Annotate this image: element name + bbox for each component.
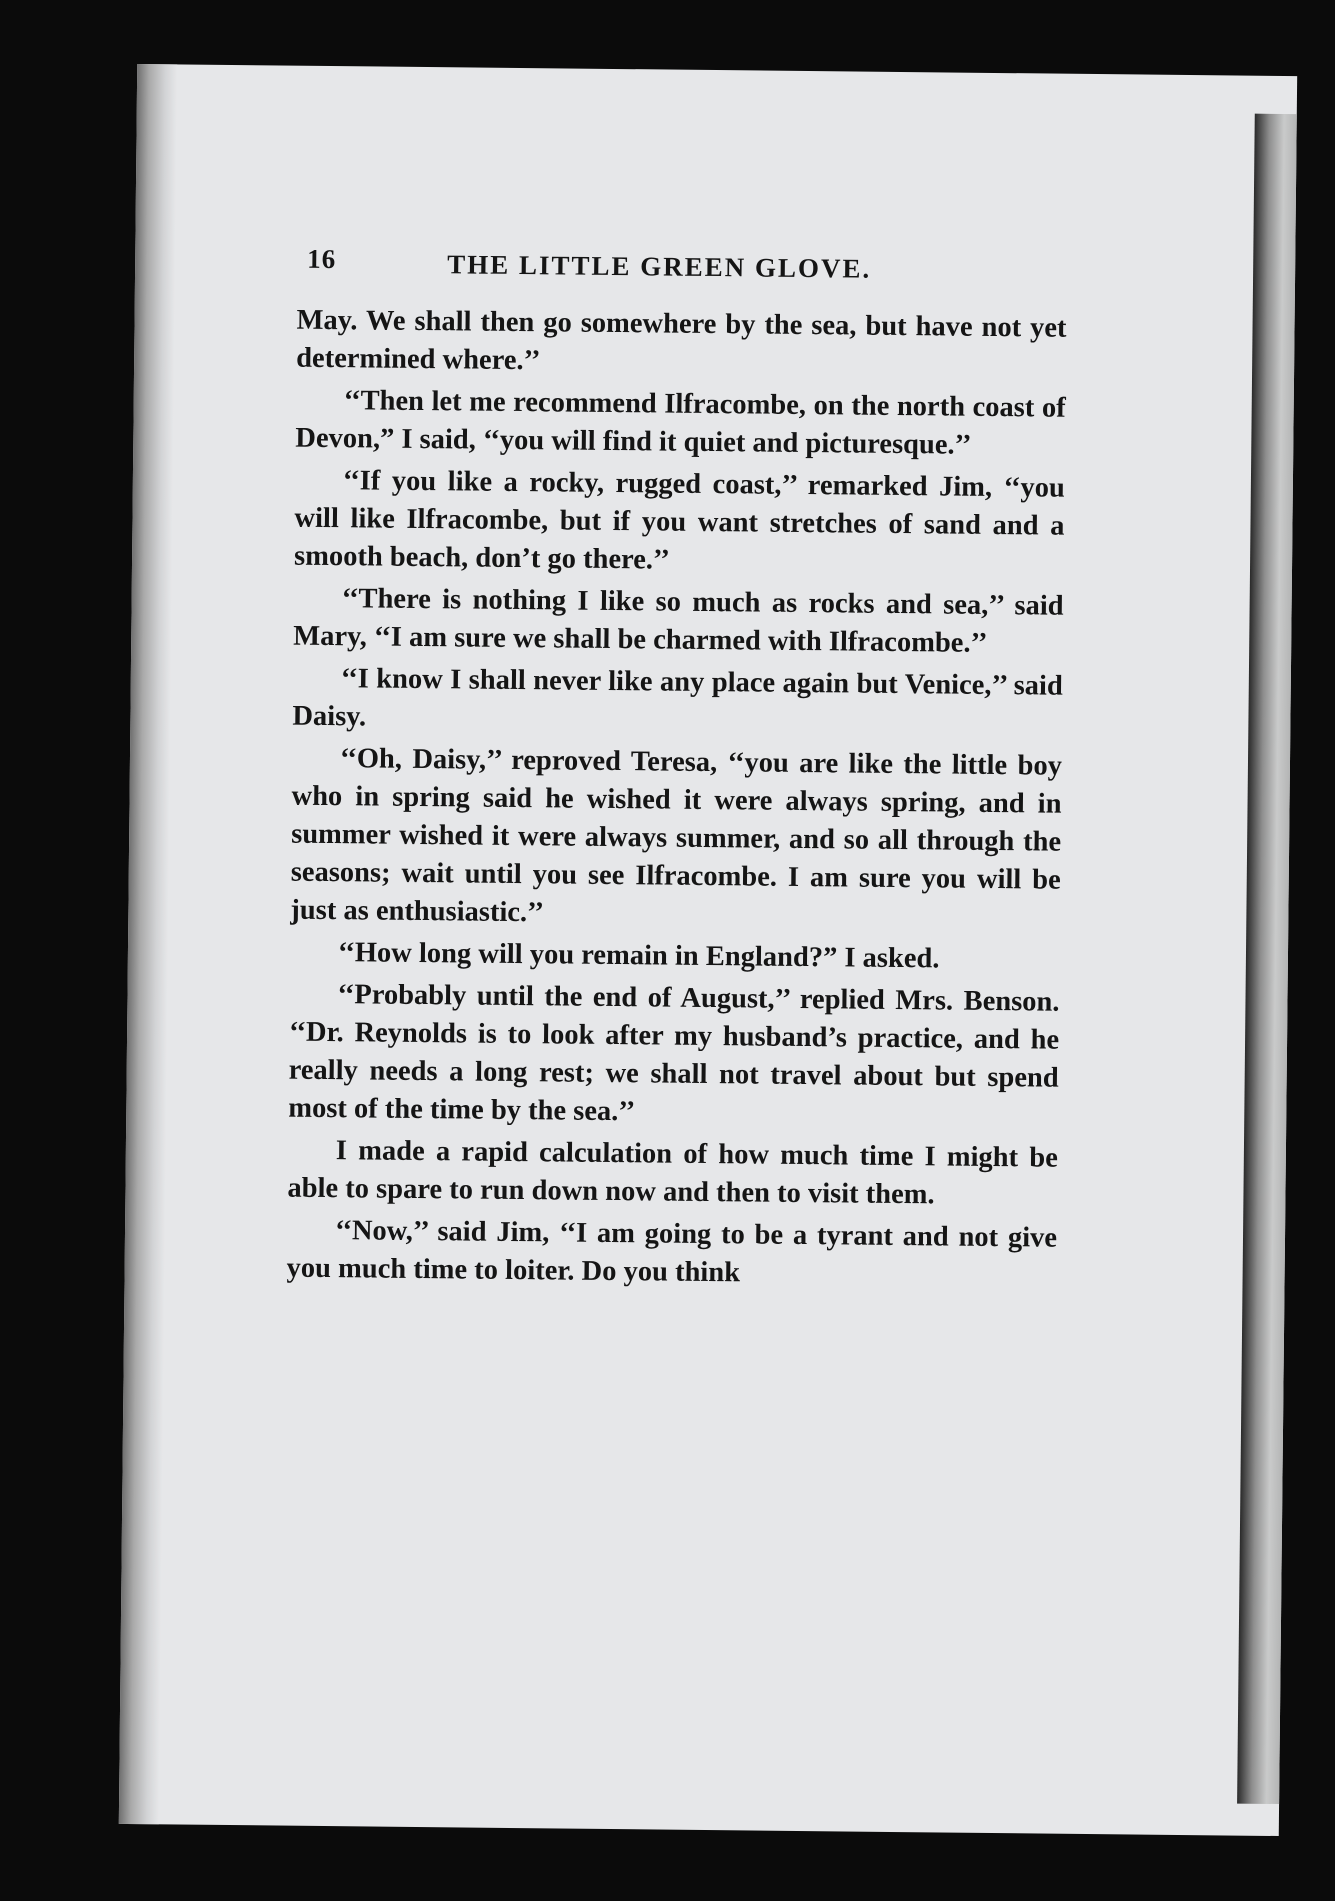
paragraph: ‘‘How long will you remain in England?” I asked. [337, 937, 940, 975]
page-number: 16 [307, 243, 337, 275]
paragraph: ‘‘Probably until the end of August,’’ replied Mrs. Benson. ‘‘Dr. Reynolds is to look after my husband’s practice, and he really needs a long rest; we shall not travel about but spend most of the time by the sea.’’ [288, 979, 1060, 1128]
running-head: THE LITTLE GREEN GLOVE. [447, 249, 872, 284]
paragraph: ‘‘Then let me recommend Ilfracombe, on the north coast of Devon,” I said, ‘‘you will find it quiet and picturesque.’’ [295, 385, 1066, 461]
paragraph: I made a rapid calculation of how much time I might be able to spare to run down now and then to visit them. [287, 1135, 1059, 1211]
binding-gutter [119, 64, 177, 1824]
paragraph: ‘‘There is nothing I like so much as rocks and sea,’’ said Mary, ‘‘I am sure we shall be charmed with Ilfracombe.’’ [293, 583, 1064, 659]
paragraph: ‘‘Now,’’ said Jim, ‘‘I am going to be a tyrant and not give you much time to loiter. Do you think [286, 1215, 1058, 1289]
body-text [286, 302, 1066, 1296]
paragraph: May. We shall then go somewhere by the sea, but have not yet determined where.’’ [296, 304, 1067, 377]
paragraph: ‘‘I know I shall never like any place again but Venice,’’ said Daisy. [292, 663, 1063, 733]
paragraph: ‘‘If you like a rocky, rugged coast,’’ remarked Jim, ‘‘you will like Ilfracombe, but if you want stretches of sand and a smooth beach, don’t go there.’’ [293, 465, 1066, 576]
page-header [297, 244, 1067, 292]
facing-page-edge [1237, 114, 1297, 1804]
page-sheet [119, 64, 1297, 1836]
paragraph: ‘‘Oh, Daisy,’’ reproved Teresa, ‘‘you are like the little boy who in spring said he wished it were always spring, and in summer wished it were always summer, and so all through the seasons; wait until you see Ilfracombe. I am sure you will be just as enthusiastic.’’ [290, 743, 1063, 929]
page-content [286, 244, 1067, 1300]
